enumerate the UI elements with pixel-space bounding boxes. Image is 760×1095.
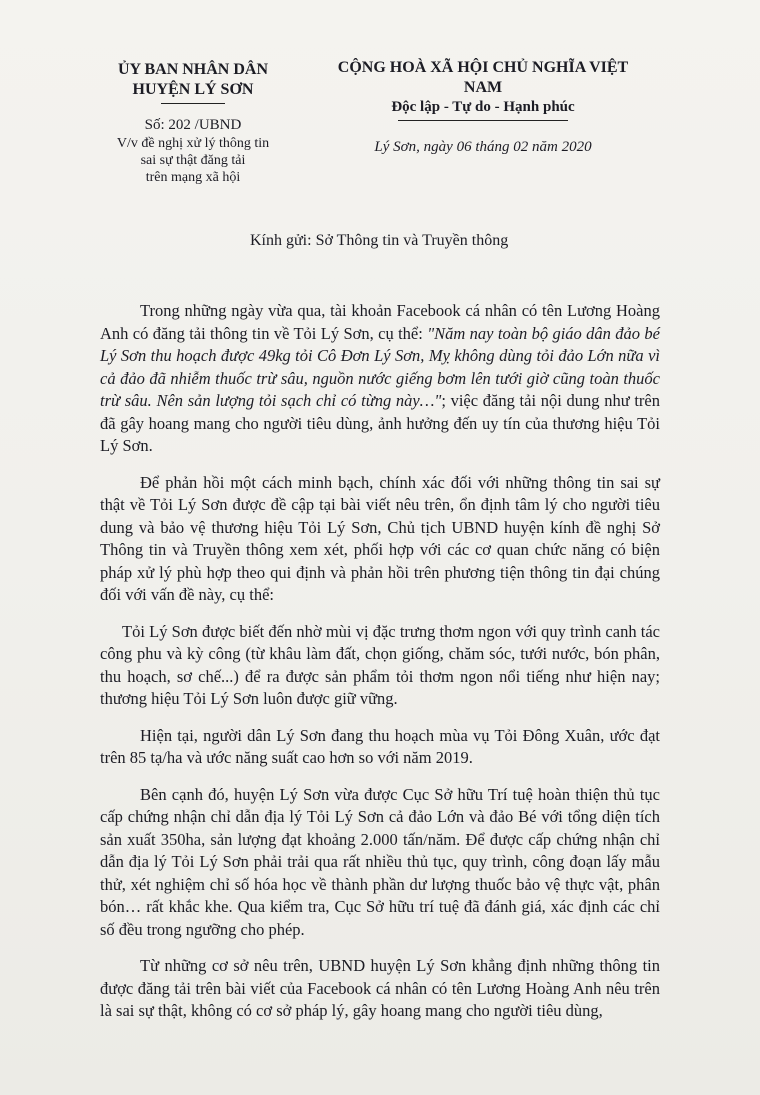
recipient-line: Kính gửi: Sở Thông tin và Truyền thông — [250, 232, 509, 249]
agency-name-line2: HUYỆN LÝ SƠN — [132, 81, 254, 98]
subject-line2: sai sự thật đăng tải — [140, 153, 246, 168]
national-motto: Độc lập - Tự do - Hạnh phúc — [391, 99, 575, 115]
place-and-date: Lý Sơn, ngày 06 tháng 02 năm 2020 — [374, 139, 592, 155]
paragraph-1 — [100, 300, 660, 458]
paragraph-2: Để phản hồi một cách minh bạch, chính xác đối với những thông tin sai sự thật về Tỏi Lý Sơn được đề cập tại bài viết nêu trên, ổn định tâm lý cho người tiêu dung và bảo vệ thương hiệu Tỏi Lý Sơn, Chủ tịch UBND huyện kính đề nghị Sở Thông tin và Truyền thông xem xét, phối hợp với các cơ quan chức năng có biện pháp xử lý phù hợp theo qui định và phản hồi trên phương tiện thông tin đại chúng đối với vấn đề này, cụ thể: — [100, 472, 660, 604]
motto-underline — [398, 120, 568, 121]
paragraph-5: Bên cạnh đó, huyện Lý Sơn vừa được Cục Sở hữu Trí tuệ hoàn thiện thủ tục cấp chứng nhận chỉ dẫn địa lý Tỏi Lý Sơn cả đảo Lớn và đảo Bé với tổng diện tích sản xuất 350ha, sản lượng đạt khoảng 2.000 tấn/năm. Để được cấp chứng nhận chỉ dẫn địa lý Tỏi Lý Sơn phải trải qua rất nhiều thủ tục, quy trình, công đoạn lấy mẫu thử, xét nghiệm chỉ số hóa học về thành phần dư lượng thuốc bảo vệ thực vật, phân bón… rất khắc khe. Qua kiểm tra, Cục Sở hữu trí tuệ đã đánh giá, xác định các chỉ số đều trong ngưỡng cho phép. — [100, 784, 660, 939]
subject-line3: trên mạng xã hội — [145, 170, 241, 185]
paragraph-1-intro: Trong những ngày vừa qua, tài khoản Facebook cá nhân có tên Lương Hoàng Anh có đăng tải thông tin về Tỏi Lý Sơn, cụ thể: — [100, 301, 660, 343]
agency-underline — [161, 103, 225, 104]
paragraph-4: Hiện tại, người dân Lý Sơn đang thu hoạch mùa vụ Tỏi Đông Xuân, ước đạt trên 85 tạ/ha và ước năng suất cao hơn so với năm 2019. — [100, 725, 660, 767]
paragraph-6: Từ những cơ sở nêu trên, UBND huyện Lý Sơn khẳng định những thông tin được đăng tải trên bài viết của Facebook cá nhân có tên Lương Hoàng Anh nêu trên là sai sự thật, không có cơ sở pháp lý, gây hoang mang cho người tiêu dùng, — [100, 956, 660, 1020]
subject-line1: V/v đề nghị xử lý thông tin — [116, 136, 270, 151]
paragraph-1-rest: ; việc đăng tải nội dung như trên đã gây hoang mang cho người tiêu dùng, ảnh hưởng đến uy tín của thương hiệu Tỏi Lý Sơn. — [100, 391, 660, 455]
letter-body — [100, 300, 660, 1037]
agency-name-line1: ỦY BAN NHÂN DÂN — [117, 61, 269, 78]
paragraph-3: Tỏi Lý Sơn được biết đến nhờ mùi vị đặc trưng thơm ngon với quy trình canh tác công phu và kỳ công (từ khâu làm đất, chọn giống, chăm sóc, tưới nước, bón phân, thu hoạch, sơ chế...) để ra được sản phẩm tỏi thơm ngon nổi tiếng như hiện nay; thương hiệu Tỏi Lý Sơn luôn được giữ vững. — [100, 621, 660, 708]
issuing-agency-block — [68, 60, 318, 186]
document-number: Số: 202 /UBND — [144, 117, 242, 133]
national-title: CỘNG HOÀ XÃ HỘI CHỦ NGHĨA VIỆT NAM — [337, 59, 629, 96]
paragraph-1-quote: "Năm nay toàn bộ giáo dân đảo bé Lý Sơn thu hoạch được 49kg tỏi Cô Đơn Lý Sơn, Mỵ không dùng tỏi đảo Lớn nữa vì cả đảo đã nhiễm thuốc trừ sâu, nguồn nước giếng bơm lên tưới giờ cũng toàn thuốc trừ sâu. Nên sản lượng tỏi sạch chỉ có từng này…" — [100, 323, 660, 410]
national-header-block — [318, 58, 648, 156]
